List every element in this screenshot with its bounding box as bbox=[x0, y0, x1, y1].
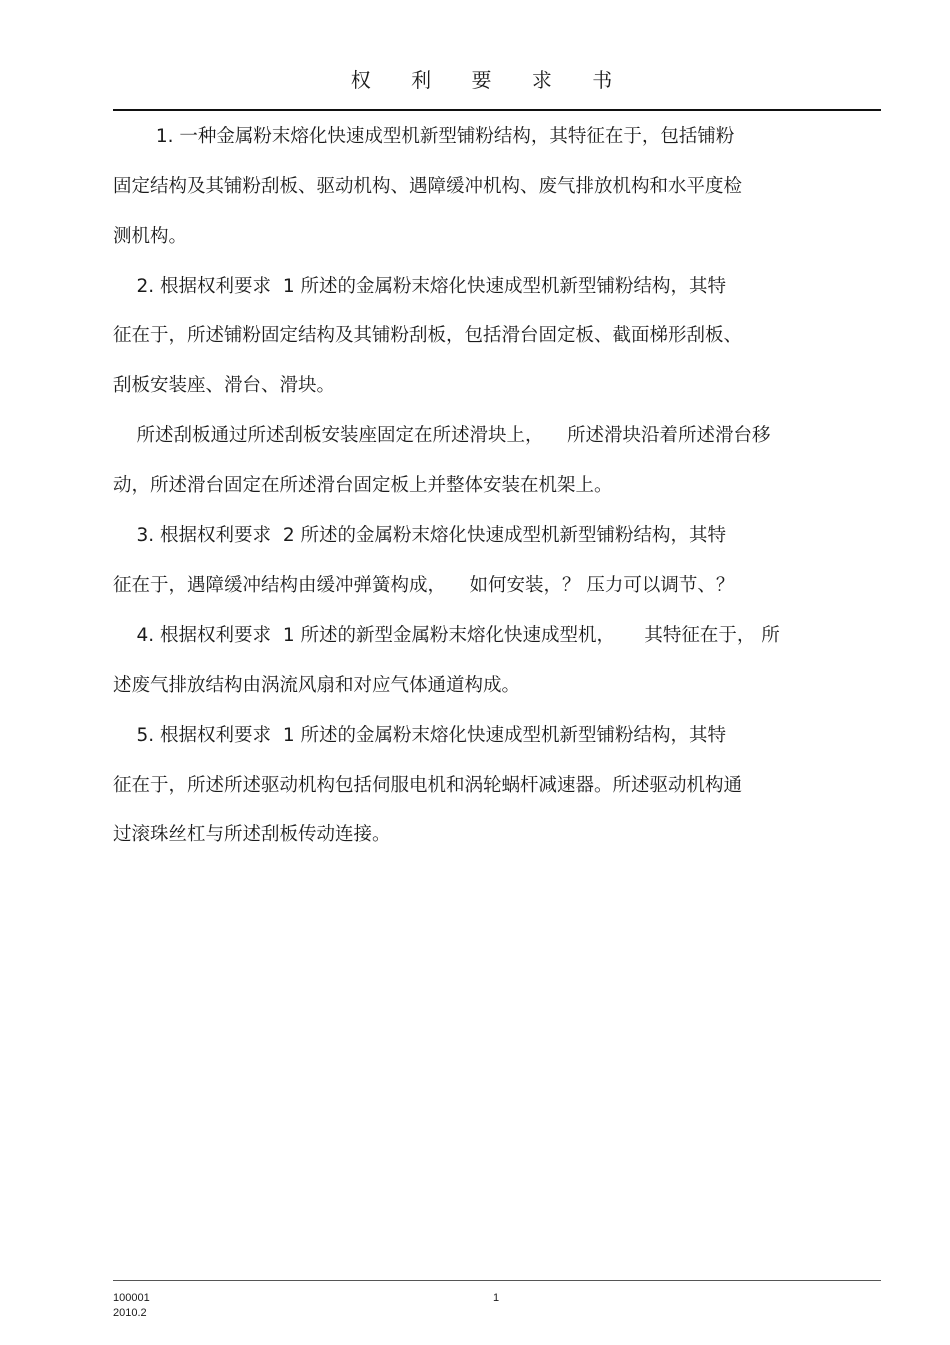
claim-line-2: 固定结构及其铺粉刮板、驱动机构、遇障缓冲机构、废气排放机构和水平度检 bbox=[113, 176, 743, 197]
page-number: 1 bbox=[493, 1292, 500, 1304]
claim-line-12: 述废气排放结构由涡流风扇和对应气体通道构成。 bbox=[113, 675, 521, 696]
claim-line-3: 测机构。 bbox=[113, 226, 188, 247]
footer-rule bbox=[113, 1280, 881, 1281]
footer-code: 100001 bbox=[113, 1292, 150, 1304]
claim-line-10: 征在于，遇障缓冲结构由缓冲弹簧构成， 如何安装，？ 压力可以调节、？ bbox=[113, 575, 735, 596]
claim-line-1: 1. 一种金属粉末熔化快速成型机新型铺粉结构，其特征在于，包括铺粉 bbox=[150, 126, 735, 147]
claim-line-14: 征在于，所述所述驱动机构包括伺服电机和涡轮蜗杆减速器。所述驱动机构通 bbox=[113, 775, 743, 796]
claim-line-9: 3. 根据权利要求 2 所述的金属粉末熔化快速成型机新型铺粉结构，其特 bbox=[113, 525, 726, 546]
header-rule bbox=[113, 109, 881, 111]
page-title: 权 利 要 求 书 bbox=[350, 68, 630, 92]
claim-line-4: 2. 根据权利要求 1 所述的金属粉末熔化快速成型机新型铺粉结构，其特 bbox=[113, 276, 726, 297]
claim-line-11: 4. 根据权利要求 1 所述的新型金属粉末熔化快速成型机， 其特征在于， 所 bbox=[113, 625, 780, 646]
claim-line-8: 动，所述滑台固定在所述滑台固定板上并整体安装在机架上。 bbox=[113, 475, 613, 496]
claim-line-15: 过滚珠丝杠与所述刮板传动连接。 bbox=[113, 824, 391, 845]
claim-line-6: 刮板安装座、滑台、滑块。 bbox=[113, 375, 336, 396]
claim-line-7: 所述刮板通过所述刮板安装座固定在所述滑块上， 所述滑块沿着所述滑台移 bbox=[113, 425, 771, 446]
claim-line-13: 5. 根据权利要求 1 所述的金属粉末熔化快速成型机新型铺粉结构，其特 bbox=[113, 725, 726, 746]
footer-date: 2010.2 bbox=[113, 1307, 147, 1319]
claim-line-5: 征在于，所述铺粉固定结构及其铺粉刮板，包括滑台固定板、截面梯形刮板、 bbox=[113, 325, 743, 346]
